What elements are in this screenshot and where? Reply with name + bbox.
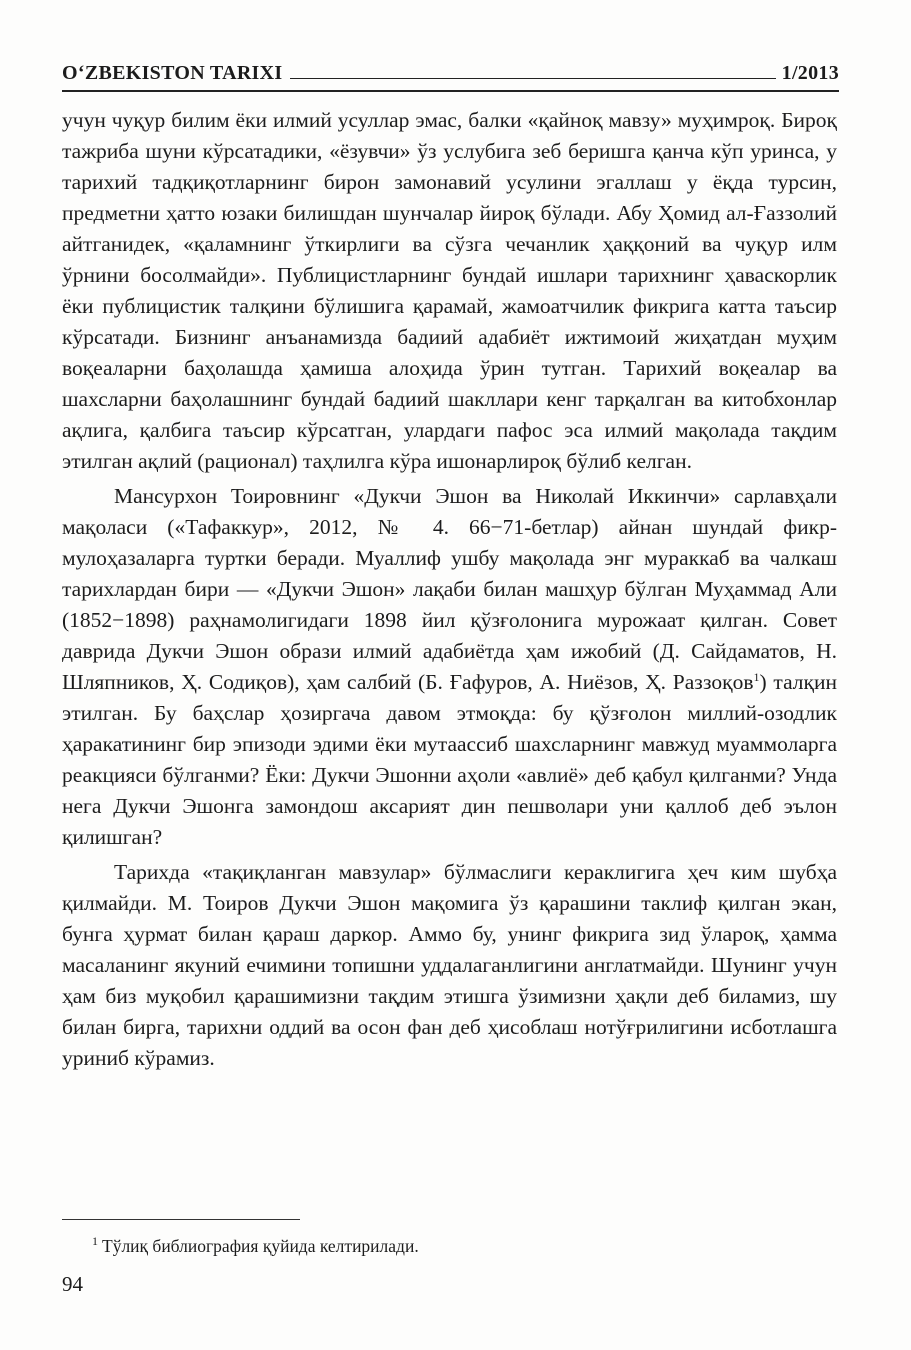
issue-number: 1/2013 — [781, 62, 839, 84]
paragraph-2-part-2: ) талқин этилган. Бу баҳслар ҳозиргача давом этмоқда: бу қўзғолон миллий-озодлик ҳаракатининг бир эпизоди эдими ёки мутаассиб шахсларнинг мавжуд муаммоларга реакцияси бўлганми? Ёки: Дукчи Эшонни аҳоли «авлиё» деб қабул қилганми? Унда нега Дукчи Эшонга замондош аксарият дин пешволари уни қаллоб деб эълон қилишган? — [62, 670, 837, 849]
article-body — [62, 105, 837, 1078]
paragraph-2 — [62, 481, 837, 853]
paragraph-1: учун чуқур билим ёки илмий усуллар эмас, балки «қайноқ мавзу» муҳимроқ. Бироқ тажриба шуни кўрсатадики, «ёзувчи» ўз услубига зеб беришга қанча кўп уринса, у тарихий тадқиқотларнинг бирон замонавий усулини эгаллаш у ёқда турсин, предметни ҳатто юзаки билишдан шунчалар йироқ бўлади. Абу Ҳомид ал-Ғаззолий айтганидек, «қаламнинг ўткирлиги ва сўзга чечанлик ҳаққоний ва чуқур илм ўрнини босолмайди». Публицистларнинг бундай ишлари тарихнинг ҳаваскорлик ёки публицистик талқини бўлишига қарамай, жамоатчилик фикрига катта таъсир кўрсатади. Бизнинг анъанамизда бадиий адабиёт ижтимоий жиҳатдан муҳим воқеаларни баҳолашда ҳамиша алоҳида ўрин тутган. Тарихий воқеалар ва шахсларни баҳолашнинг бундай бадиий шакллари кенг тарқалган ва китобхонлар ақлига, қалбига таъсир кўрсатган, улардаги пафос эса илмий мақолада тақдим этилган ақлий (рационал) таҳлилга кўра ишонарлироқ бўлиб келган. — [62, 108, 837, 473]
footnote — [92, 1235, 419, 1257]
journal-title: O‘ZBEKISTON TARIXI — [62, 62, 283, 84]
paragraph-2-part-1: Мансурхон Тоировнинг «Дукчи Эшон ва Николай Иккинчи» сарлавҳали мақоласи («Тафаккур», 2012, № 4. 66−71-бетлар) айнан шундай фикр-мулоҳазаларга туртки беради. Муаллиф ушбу мақолада энг мураккаб ва чалкаш тарихлардан бири — «Дукчи Эшон» лақаби билан машҳур бўлган Муҳаммад Али (1852−1898) раҳнамолигидаги 1898 йил қўзғолонига мурожаат қилган. Совет даврида Дукчи Эшон образи илмий адабиётда ҳам ижобий (Д. Сайдаматов, Н. Шляпников, Ҳ. Содиқов), ҳам салбий (Б. Ғафуров, А. Ниёзов, Ҳ. Раззоқов — [62, 484, 837, 694]
footnote-reference[interactable]: 1 — [753, 669, 760, 684]
page-number: 94 — [62, 1272, 83, 1296]
header-leader-line — [290, 78, 775, 79]
footnote-text: Тўлиқ библиография қуйида келтирилади. — [102, 1236, 419, 1256]
paragraph-3: Тарихда «тақиқланган мавзулар» бўлмаслиги кераклигига ҳеч ким шубҳа қилмайди. М. Тоиров Дукчи Эшон мақомига ўз қарашини таклиф қилган экан, бунга ҳурмат билан қараш даркор. Аммо бу, унинг фикрига зид ўлароқ, ҳамма масаланинг якуний ечимини топишни уддалаганлигини англатмайди. Шунинг учун ҳам биз муқобил қарашимизни тақдим этишга ўзимизни ҳақли деб биламиз, шу билан бирга, тарихни оддий ва осон фан деб ҳисоблаш нотўғрилигини исботлашга уриниб кўрамиз. — [62, 860, 837, 1070]
footnote-number: 1 — [92, 1234, 98, 1249]
footnote-divider — [62, 1219, 300, 1220]
running-header — [62, 53, 839, 85]
header-divider — [62, 90, 839, 92]
